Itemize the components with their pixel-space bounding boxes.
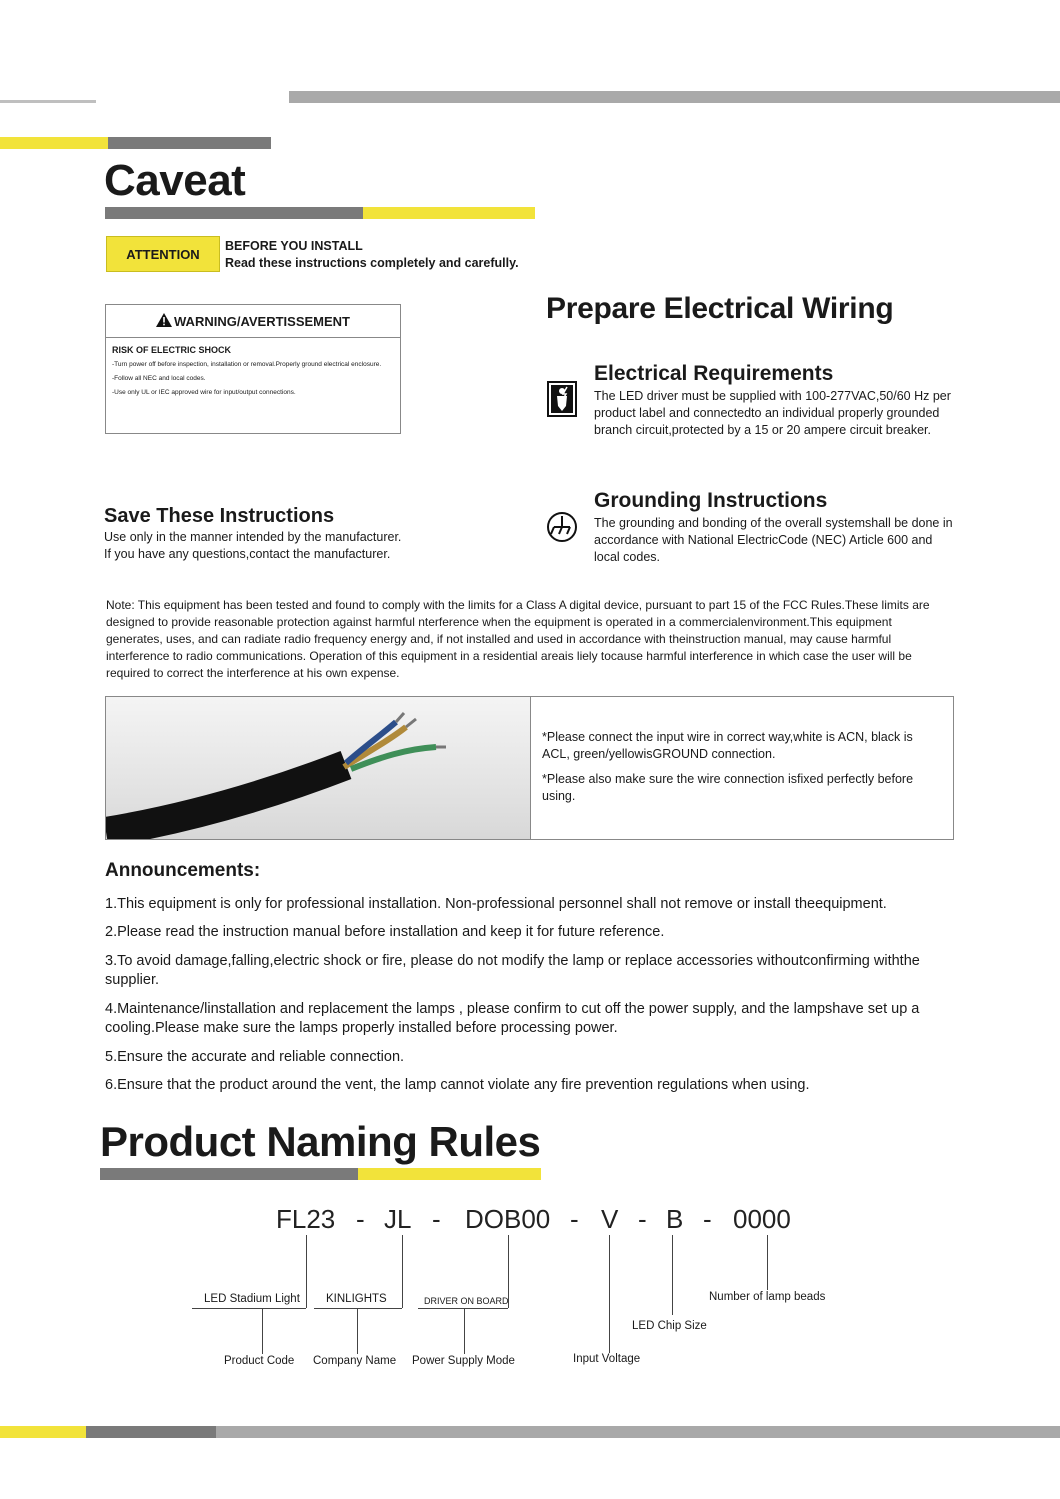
top-bar-left [0,100,96,103]
before-install-line1: BEFORE YOU INSTALL [225,239,363,253]
bottom-bar-dark [86,1426,216,1438]
code-dash: - [638,1204,647,1234]
caveat-under-yellow [363,207,535,219]
caveat-bar-yellow [0,137,108,149]
wire-line1: *Please connect the input wire in correct way,white is ACN, black is ACL, green/yellowisGROUND connection. [542,730,913,761]
wire-box [105,696,954,840]
label-driver-on-board: DRIVER ON BOARD [424,1296,509,1306]
code-dash: - [703,1204,712,1234]
code-beads: 0000 [733,1204,791,1234]
warning-line: -Follow all NEC and local codes. [112,375,206,382]
connector-line [767,1235,768,1290]
connector-line [609,1235,610,1353]
warning-box [105,304,401,434]
connector-line [672,1235,673,1315]
electric-hazard-icon [547,381,577,415]
electrical-requirements-title: Electrical Requirements [594,362,834,385]
label-kinlights: KINLIGHTS [326,1293,387,1305]
wire-photo [106,697,531,839]
before-install-text [225,238,519,272]
top-bar-right [289,91,1060,103]
announcement-item: 2.Please read the instruction manual before installation and keep it for future reference. [105,924,665,940]
code-chip: B [666,1204,684,1234]
label-chip-size: LED Chip Size [632,1320,707,1332]
caveat-bar-gray [108,137,271,149]
code-company: JL [384,1204,412,1234]
announcements-title: Announcements: [105,860,261,881]
save-line2: If you have any questions,contact the manufacturer. [104,547,391,561]
grounding-text: The grounding and bonding of the overall systemshall be done in accordance with National ElectricCode (NEC) Article 600 and local codes. [594,516,953,564]
announcement-item: 4.Maintenance/linstallation and replacement the lamps , please confirm to cut off the power supply, and the lampshave set up a cooling.Please make sure the lamps properly installed before processing power. [105,1001,920,1036]
code-dash: - [356,1204,365,1234]
fcc-note: Note: This equipment has been tested and found to comply with the limits for a Class A digital device, pursuant to part 15 of the FCC Rules.These limits are designed to provide reasonable protection against harmful nterference when the equipment is operated in a commercialenvironment.This equipment generates, uses, and can radiate radio frequency energy and, if not installed and used in accordance with theinstruction manual, may cause harmful interference to radio communications. Operation of this equipment in a residential areais liely tocause harmful interference in which case the user will be required to correct the interference at his own expense. [106,598,930,680]
connector-line [306,1235,307,1308]
connector-line [402,1235,403,1308]
electrical-requirements-text: The LED driver must be supplied with 100-277VAC,50/60 Hz per product label and connectedto an individual properly grounded branch circuit,protected by a 15 or 20 ampere circuit breaker. [594,389,951,437]
attention-badge: ATTENTION [106,236,220,272]
label-company-name: Company Name [313,1355,397,1367]
warning-title: WARNING/AVERTISSEMENT [174,313,350,329]
code-dash: - [570,1204,579,1234]
connector-line [464,1308,465,1354]
label-product-code: Product Code [224,1355,295,1367]
save-line1: Use only in the manner intended by the manufacturer. [104,530,402,544]
code-dash: - [432,1204,441,1234]
wire-line2: *Please also make sure the wire connection isfixed perfectly before using. [542,772,914,803]
warning-header [106,305,400,338]
code-power: DOB00 [465,1204,551,1234]
caveat-title: Caveat [104,156,246,205]
announcement-item: 5.Ensure the accurate and reliable connection. [105,1049,405,1065]
announcement-item: 1.This equipment is only for professional installation. Non-professional personnel shall not remove or install theequipment. [105,896,887,912]
bottom-bar-light [216,1426,1060,1438]
announcement-item: 3.To avoid damage,falling,electric shock or fire, please do not modify the lamp or replace accessories withoutconfirming withthe supplier. [105,953,920,988]
connector-line [357,1308,358,1354]
save-title: Save These Instructions [104,505,335,527]
prepare-title: Prepare Electrical Wiring [546,292,894,325]
connector-line [262,1308,263,1354]
warning-triangle-icon [156,313,172,330]
warning-line: -Use only UL or IEC approved wire for input/output connections. [112,389,296,396]
wire-instructions [542,729,942,805]
announcement-item: 6.Ensure that the product around the vent, the lamp cannot violate any fire prevention regulations when using. [105,1077,810,1093]
label-led-stadium: LED Stadium Light [204,1293,300,1305]
warning-risk: RISK OF ELECTRIC SHOCK [112,345,232,355]
ground-icon [546,510,576,544]
bottom-bar-yellow [0,1426,86,1438]
label-lamp-beads: Number of lamp beads [709,1291,826,1303]
before-install-line2: Read these instructions completely and carefully. [225,256,519,270]
label-power-supply: Power Supply Mode [412,1355,515,1367]
label-input-voltage: Input Voltage [573,1353,641,1365]
code-voltage: V [601,1204,619,1234]
connector-line [418,1308,508,1309]
caveat-under-gray [105,207,363,219]
naming-title: Product Naming Rules [100,1118,541,1165]
connector-line [192,1308,306,1309]
grounding-title: Grounding Instructions [594,489,828,512]
naming-under-yellow [358,1168,541,1180]
warning-body [106,338,400,397]
code-product: FL23 [276,1204,336,1234]
warning-line: -Turn power off before inspection, installation or removal.Properly ground electrical enclosure. [112,361,382,368]
cable-illustration [106,697,530,839]
naming-under-gray [100,1168,358,1180]
connector-line [314,1308,402,1309]
